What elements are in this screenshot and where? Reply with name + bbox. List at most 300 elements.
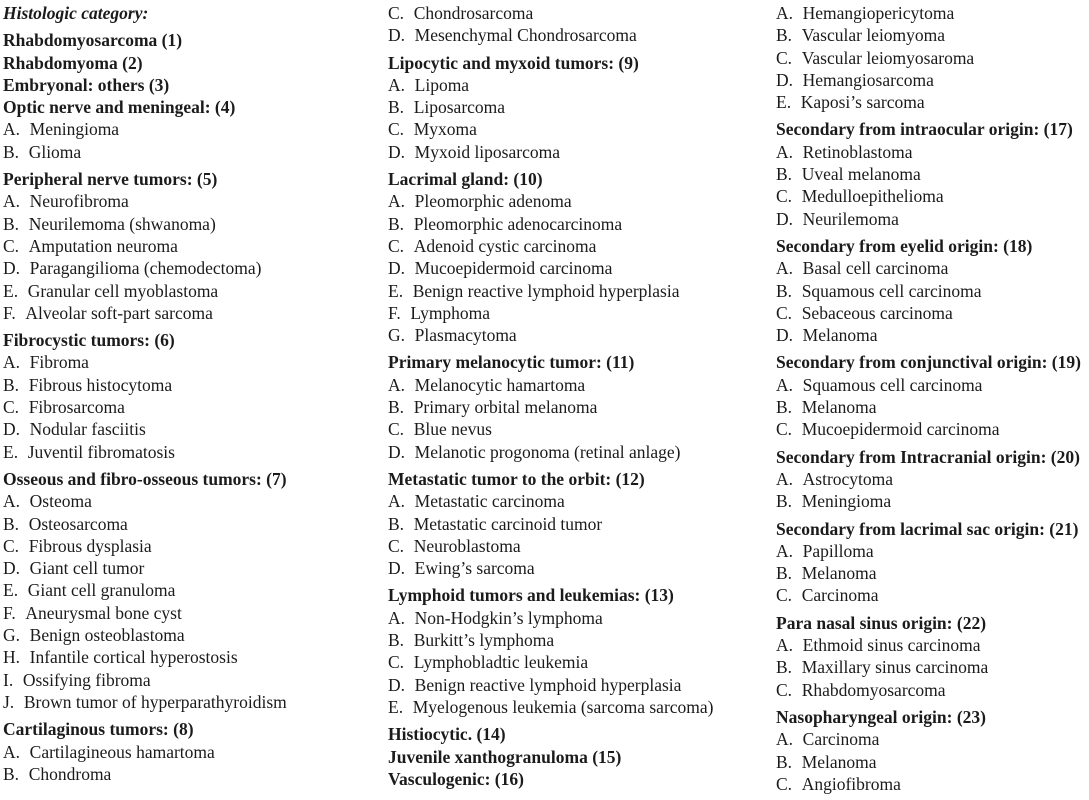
list-item: [776, 69, 1089, 91]
item-letter: A.: [388, 491, 406, 512]
column-left: [0, 2, 388, 800]
item-letter: D.: [776, 69, 794, 90]
item-text: Benign reactive lymphoid hyperplasia: [414, 674, 682, 695]
item-letter: A.: [776, 468, 794, 489]
item-letter: B.: [3, 763, 20, 784]
category-heading: [776, 612, 1089, 634]
list-item: [776, 208, 1089, 230]
list-item: [3, 441, 388, 463]
item-letter: D.: [388, 25, 406, 46]
category-heading: [776, 706, 1089, 728]
item-text: Giant cell granuloma: [27, 580, 176, 601]
heading-text: Secondary from eyelid origin: (18): [776, 235, 1033, 256]
item-letter: E.: [388, 696, 404, 717]
item-letter: A.: [776, 729, 794, 750]
item-text: Plasmacytoma: [414, 325, 517, 346]
item-text: Non-Hodgkin’s lymphoma: [414, 607, 603, 628]
list-item: [3, 624, 388, 646]
item-letter: C.: [776, 302, 793, 323]
category-heading: [388, 768, 776, 790]
item-letter: D.: [388, 441, 406, 462]
heading-text: Lacrimal gland: (10): [388, 169, 543, 190]
list-item: [3, 535, 388, 557]
category-heading: [388, 52, 776, 74]
heading-text: Secondary from Intracranial origin: (20): [776, 446, 1080, 467]
item-letter: C.: [3, 535, 20, 556]
category-block: [3, 329, 388, 463]
list-item: [3, 213, 388, 235]
item-text: Ewing’s sarcoma: [414, 558, 535, 579]
item-letter: C.: [3, 235, 20, 256]
list-item: [776, 47, 1089, 69]
item-letter: D.: [388, 674, 406, 695]
list-item: [388, 535, 776, 557]
list-item: [3, 190, 388, 212]
item-text: Melanoma: [801, 751, 877, 772]
item-letter: B.: [3, 213, 20, 234]
item-letter: D.: [388, 558, 406, 579]
category-block: [388, 723, 776, 790]
list-item: [388, 213, 776, 235]
heading-text: Histologic category:: [3, 3, 149, 23]
item-text: Chondroma: [28, 763, 112, 784]
list-item: [3, 602, 388, 624]
item-text: Medulloepithelioma: [801, 186, 944, 207]
heading-text: Juvenile xanthogranuloma (15): [388, 746, 622, 767]
item-letter: E.: [3, 441, 19, 462]
list-item: [3, 396, 388, 418]
list-item: [3, 513, 388, 535]
list-item: [776, 163, 1089, 185]
item-text: Mucoepidermoid carcinoma: [801, 419, 1000, 440]
item-text: Paragangilioma (chemodectoma): [29, 258, 262, 279]
item-text: Adenoid cystic carcinoma: [413, 235, 597, 256]
item-letter: A.: [776, 3, 794, 23]
list-item: [388, 513, 776, 535]
category-heading: [3, 52, 388, 74]
item-text: Retinoblastoma: [802, 141, 913, 162]
category-heading: [3, 29, 388, 51]
item-text: Lipoma: [414, 74, 470, 95]
item-letter: B.: [3, 513, 20, 534]
item-letter: B.: [776, 751, 793, 772]
item-letter: B.: [388, 513, 405, 534]
item-letter: A.: [388, 191, 406, 212]
item-text: Infantile cortical hyperostosis: [29, 647, 238, 668]
list-item: [3, 669, 388, 691]
item-letter: A.: [388, 374, 406, 395]
item-text: Fibroma: [29, 352, 89, 373]
item-text: Liposarcoma: [413, 97, 506, 118]
category-block: [388, 168, 776, 346]
list-item: [388, 257, 776, 279]
list-item: [3, 763, 388, 785]
category-block: [776, 118, 1089, 229]
item-letter: A.: [3, 352, 21, 373]
list-item: [3, 418, 388, 440]
item-text: Melanoma: [801, 397, 877, 418]
item-letter: C.: [388, 652, 405, 673]
list-item: [388, 696, 776, 718]
category-block: [776, 706, 1089, 795]
heading-text: Lipocytic and myxoid tumors: (9): [388, 52, 639, 73]
item-text: Nodular fasciitis: [29, 419, 146, 440]
list-item: [388, 24, 776, 46]
heading-text: Histiocytic. (14): [388, 724, 506, 745]
item-text: Melanocytic hamartoma: [414, 374, 586, 395]
list-item: [388, 490, 776, 512]
list-item: [776, 141, 1089, 163]
list-item: [388, 441, 776, 463]
list-item: [388, 118, 776, 140]
item-letter: G.: [388, 325, 406, 346]
list-item: [388, 629, 776, 651]
list-item: [776, 185, 1089, 207]
item-text: Burkitt’s lymphoma: [413, 630, 555, 651]
item-letter: C.: [776, 679, 793, 700]
item-letter: B.: [776, 657, 793, 678]
item-text: Melanoma: [802, 325, 878, 346]
item-letter: A.: [388, 74, 406, 95]
category-block: [776, 235, 1089, 346]
item-letter: C.: [388, 119, 405, 140]
item-text: Uveal melanoma: [801, 164, 921, 185]
item-text: Carcinoma: [802, 729, 880, 750]
item-letter: E.: [3, 280, 19, 301]
heading-text: Metastatic tumor to the orbit: (12): [388, 468, 645, 489]
item-letter: H.: [3, 647, 21, 668]
item-text: Neuroblastoma: [413, 535, 521, 556]
list-item: [776, 324, 1089, 346]
list-item: [776, 396, 1089, 418]
item-letter: D.: [388, 141, 406, 162]
item-letter: A.: [776, 141, 794, 162]
heading-text: Secondary from conjunctival origin: (19): [776, 352, 1081, 373]
item-text: Papilloma: [802, 540, 874, 561]
category-heading: [388, 746, 776, 768]
item-text: Alveolar soft-part sarcoma: [25, 302, 213, 323]
item-letter: B.: [3, 141, 20, 162]
item-letter: A.: [3, 491, 21, 512]
category-block: [3, 718, 388, 785]
item-letter: B.: [776, 280, 793, 301]
list-item: [3, 235, 388, 257]
category-block: [3, 2, 388, 24]
heading-text: Osseous and fibro-osseous tumors: (7): [3, 468, 287, 489]
item-text: Angiofibroma: [801, 773, 901, 794]
item-text: Squamous cell carcinoma: [802, 374, 983, 395]
item-letter: B.: [388, 397, 405, 418]
item-letter: C.: [388, 419, 405, 440]
item-letter: C.: [776, 47, 793, 68]
item-text: Osteosarcoma: [28, 513, 128, 534]
heading-text: Primary melanocytic tumor: (11): [388, 352, 635, 373]
item-letter: B.: [776, 491, 793, 512]
list-item: [388, 302, 776, 324]
list-item: [776, 584, 1089, 606]
list-item: [776, 773, 1089, 795]
item-text: Myxoma: [413, 119, 477, 140]
list-item: [3, 302, 388, 324]
category-heading: [388, 351, 776, 373]
list-item: [3, 351, 388, 373]
item-text: Basal cell carcinoma: [802, 258, 949, 279]
item-letter: A.: [3, 119, 21, 140]
category-heading: [3, 96, 388, 118]
category-heading: [776, 118, 1089, 140]
category-block: [388, 2, 776, 47]
item-letter: B.: [388, 97, 405, 118]
item-letter: D.: [3, 258, 21, 279]
list-item: [776, 540, 1089, 562]
item-text: Amputation neuroma: [28, 235, 178, 256]
category-heading: [3, 168, 388, 190]
item-text: Squamous cell carcinoma: [801, 280, 982, 301]
category-heading: [776, 446, 1089, 468]
item-letter: E.: [776, 92, 792, 113]
list-item: [776, 302, 1089, 324]
item-letter: D.: [776, 208, 794, 229]
list-item: [388, 190, 776, 212]
list-item: [776, 257, 1089, 279]
list-item: [388, 607, 776, 629]
category-block: [388, 52, 776, 163]
heading-text: Cartilaginous tumors: (8): [3, 719, 194, 740]
category-heading: [388, 584, 776, 606]
heading-text: Nasopharyngeal origin: (23): [776, 706, 986, 727]
item-text: Myelogenous leukemia (sarcoma sarcoma): [412, 696, 714, 717]
item-letter: B.: [3, 374, 20, 395]
list-item: [776, 562, 1089, 584]
list-item: [388, 74, 776, 96]
item-letter: D.: [388, 258, 406, 279]
item-text: Fibrous dysplasia: [28, 535, 152, 556]
item-text: Meningioma: [29, 119, 120, 140]
list-item: [3, 741, 388, 763]
heading-text: Secondary from intraocular origin: (17): [776, 119, 1073, 140]
item-text: Neurilemoma (shwanoma): [28, 213, 216, 234]
item-text: Melanoma: [801, 563, 877, 584]
item-letter: C.: [388, 235, 405, 256]
item-letter: A.: [3, 191, 21, 212]
item-text: Vascular leiomyosaroma: [801, 47, 975, 68]
item-letter: F.: [388, 302, 401, 323]
column-middle: [388, 2, 776, 800]
item-text: Melanotic progonoma (retinal anlage): [414, 441, 681, 462]
item-text: Pleomorphic adenocarcinoma: [413, 213, 623, 234]
category-heading: [388, 468, 776, 490]
category-block: [776, 518, 1089, 607]
item-letter: A.: [388, 607, 406, 628]
list-item: [3, 579, 388, 601]
item-letter: F.: [3, 602, 16, 623]
item-text: Metastatic carcinoid tumor: [413, 513, 603, 534]
item-text: Mucoepidermoid carcinoma: [414, 258, 613, 279]
category-block: [776, 2, 1089, 113]
list-item: [776, 2, 1089, 24]
item-letter: B.: [776, 25, 793, 46]
item-text: Pleomorphic adenoma: [414, 191, 572, 212]
item-text: Cartilagineous hamartoma: [29, 741, 215, 762]
item-letter: A.: [776, 374, 794, 395]
item-letter: C.: [388, 3, 405, 23]
category-block: [388, 351, 776, 462]
category-block: [776, 612, 1089, 701]
item-text: Vascular leiomyoma: [801, 25, 946, 46]
item-letter: C.: [776, 585, 793, 606]
list-item: [388, 557, 776, 579]
item-text: Ossifying fibroma: [22, 669, 151, 690]
list-item: [388, 374, 776, 396]
item-text: Lymphoma: [410, 302, 491, 323]
list-item: [388, 96, 776, 118]
heading-text: Para nasal sinus origin: (22): [776, 612, 987, 633]
heading-text: Lymphoid tumors and leukemias: (13): [388, 585, 674, 606]
item-text: Blue nevus: [413, 419, 492, 440]
item-text: Meningioma: [801, 491, 892, 512]
item-text: Brown tumor of hyperparathyroidism: [23, 691, 287, 712]
item-letter: F.: [3, 302, 16, 323]
item-letter: D.: [776, 325, 794, 346]
item-text: Juventil fibromatosis: [27, 441, 175, 462]
item-letter: B.: [388, 213, 405, 234]
item-text: Neurilemoma: [802, 208, 899, 229]
item-text: Fibrosarcoma: [28, 397, 125, 418]
item-text: Aneurysmal bone cyst: [25, 602, 182, 623]
heading-text: Vasculogenic: (16): [388, 768, 524, 789]
item-letter: C.: [388, 535, 405, 556]
list-item: [388, 235, 776, 257]
item-text: Lymphobladtic leukemia: [413, 652, 589, 673]
list-item: [3, 557, 388, 579]
heading-text: Rhabdomyoma (2): [3, 52, 143, 73]
item-text: Fibrous histocytoma: [28, 374, 173, 395]
list-item: [776, 728, 1089, 750]
item-letter: A.: [776, 258, 794, 279]
item-letter: C.: [3, 397, 20, 418]
heading-text: Peripheral nerve tumors: (5): [3, 169, 218, 190]
item-text: Osteoma: [29, 491, 92, 512]
list-item: [776, 679, 1089, 701]
list-item: [3, 257, 388, 279]
item-text: Astrocytoma: [802, 468, 894, 489]
item-text: Carcinoma: [801, 585, 879, 606]
category-block: [776, 351, 1089, 440]
item-text: Benign osteoblastoma: [29, 625, 185, 646]
item-text: Rhabdomyosarcoma: [801, 679, 946, 700]
item-letter: B.: [776, 563, 793, 584]
item-letter: A.: [776, 540, 794, 561]
list-item: [776, 91, 1089, 113]
item-letter: D.: [3, 558, 21, 579]
item-letter: E.: [388, 280, 404, 301]
item-text: Granular cell myoblastoma: [27, 280, 219, 301]
list-item: [388, 396, 776, 418]
item-letter: B.: [776, 397, 793, 418]
item-letter: B.: [776, 164, 793, 185]
item-letter: G.: [3, 625, 21, 646]
item-text: Glioma: [28, 141, 82, 162]
item-letter: J.: [3, 691, 15, 712]
list-item: [776, 374, 1089, 396]
list-item: [388, 280, 776, 302]
list-item: [388, 2, 776, 24]
item-letter: D.: [3, 419, 21, 440]
item-text: Ethmoid sinus carcinoma: [802, 635, 981, 656]
list-item: [776, 656, 1089, 678]
list-item: [776, 280, 1089, 302]
category-heading: [3, 74, 388, 96]
category-block: [388, 584, 776, 718]
item-text: Mesenchymal Chondrosarcoma: [414, 25, 637, 46]
heading-text: Rhabdomyosarcoma (1): [3, 30, 183, 51]
item-letter: A.: [3, 741, 21, 762]
item-text: Chondrosarcoma: [413, 3, 534, 23]
list-item: [388, 674, 776, 696]
category-heading: [388, 168, 776, 190]
category-block: [3, 29, 388, 163]
category-heading: [3, 718, 388, 740]
item-text: Metastatic carcinoma: [414, 491, 565, 512]
item-text: Myxoid liposarcoma: [414, 141, 560, 162]
list-item: [388, 418, 776, 440]
heading-text: Optic nerve and meningeal: (4): [3, 97, 236, 118]
list-item: [3, 141, 388, 163]
heading-text: Embryonal: others (3): [3, 74, 170, 95]
item-letter: I.: [3, 669, 14, 690]
list-item: [776, 418, 1089, 440]
category-heading: [388, 723, 776, 745]
list-item: [388, 141, 776, 163]
item-letter: E.: [3, 580, 19, 601]
list-item: [388, 324, 776, 346]
item-text: Giant cell tumor: [29, 558, 145, 579]
category-heading: [776, 518, 1089, 540]
item-text: Sebaceous carcinoma: [801, 302, 953, 323]
list-item: [776, 634, 1089, 656]
list-item: [3, 646, 388, 668]
item-letter: A.: [776, 635, 794, 656]
item-letter: B.: [388, 630, 405, 651]
category-block: [388, 468, 776, 579]
category-heading: [776, 351, 1089, 373]
heading-text: Secondary from lacrimal sac origin: (21): [776, 518, 1079, 539]
list-item: [776, 490, 1089, 512]
category-block: [3, 168, 388, 324]
list-item: [3, 490, 388, 512]
item-text: Hemangiosarcoma: [802, 69, 934, 90]
item-text: Maxillary sinus carcinoma: [801, 657, 989, 678]
list-item: [3, 118, 388, 140]
item-text: Kaposi’s sarcoma: [800, 92, 925, 113]
item-letter: C.: [776, 186, 793, 207]
list-item: [776, 24, 1089, 46]
item-text: Hemangiopericytoma: [802, 3, 955, 23]
list-item: [776, 751, 1089, 773]
category-block: [3, 468, 388, 713]
list-item: [776, 468, 1089, 490]
list-item: [3, 691, 388, 713]
category-heading: [3, 329, 388, 351]
list-item: [3, 374, 388, 396]
list-item: [388, 651, 776, 673]
item-letter: C.: [776, 773, 793, 794]
document-title: [3, 2, 388, 24]
list-item: [3, 280, 388, 302]
category-heading: [776, 235, 1089, 257]
item-letter: C.: [776, 419, 793, 440]
item-text: Benign reactive lymphoid hyperplasia: [412, 280, 680, 301]
